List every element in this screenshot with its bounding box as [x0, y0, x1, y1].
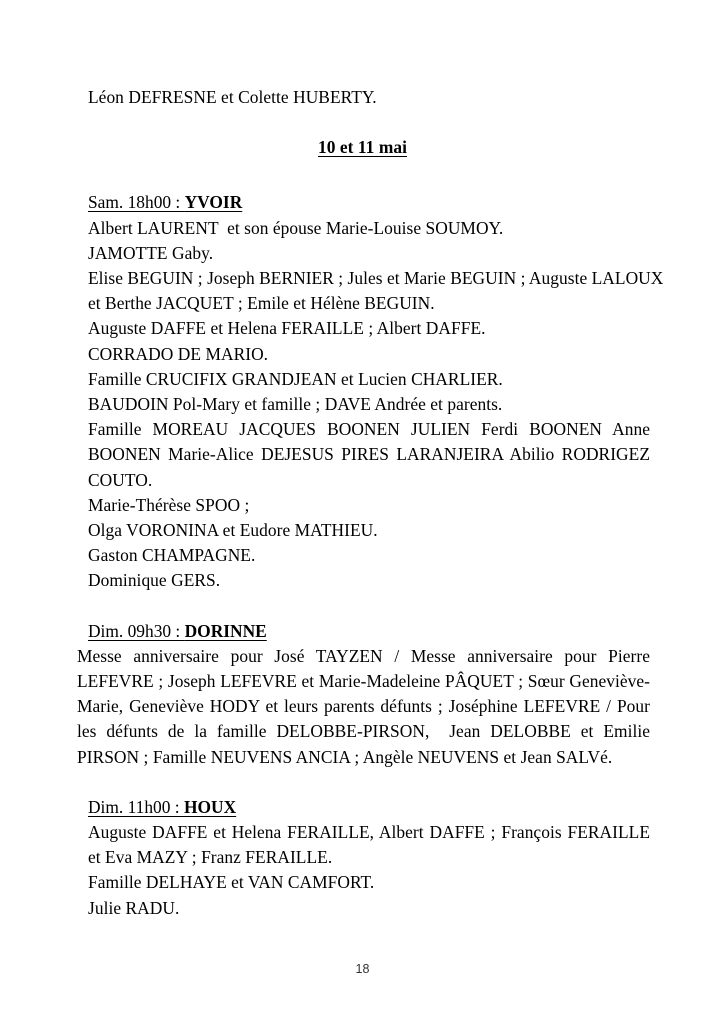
list-item: Elise BEGUIN ; Joseph BERNIER ; Jules et Marie BEGUIN ; Auguste LALOUX et Berthe JACQUET ; Emile et Hélène BEGUIN.: [88, 268, 668, 314]
spacer: [0, 160, 725, 190]
list-item: Auguste DAFFE et Helena FERAILLE ; Albert DAFFE.: [88, 318, 486, 339]
spacer: [0, 770, 725, 795]
service-time-yvoir: Sam. 18h00 :: [88, 192, 185, 213]
service-block-houx: [0, 795, 725, 921]
service-time-dorinne: Dim. 09h30 :: [88, 620, 185, 641]
intro-line: Léon DEFRESNE et Colette HUBERTY.: [88, 87, 377, 107]
spacer: [0, 110, 725, 135]
list-item: Olga VORONINA et Eudore MATHIEU.: [88, 520, 378, 541]
service-paragraph-houx: Auguste DAFFE et Helena FERAILLE, Albert DAFFE ; François FERAILLE et Eva MAZY ; Franz FERAILLE.: [88, 822, 655, 868]
service-time-houx: Dim. 11h00 :: [88, 796, 184, 817]
service-heading-houx: [88, 795, 725, 820]
list-item: Marie-Thérèse SPOO ;: [88, 494, 250, 515]
date-heading-text: 10 et 11 mai: [318, 137, 407, 158]
list-item: Albert LAURENT et son épouse Marie-Louise SOUMOY.: [88, 217, 504, 238]
service-place-houx: HOUX: [183, 796, 237, 817]
list-item: Dominique GERS.: [88, 570, 221, 591]
list-item: Julie RADU.: [88, 897, 180, 918]
service-heading-yvoir: [88, 190, 725, 215]
service-block-yvoir: [0, 190, 725, 593]
service-block-dorinne: [0, 619, 725, 770]
list-item: Famille CRUCIFIX GRANDJEAN et Lucien CHARLIER.: [88, 368, 503, 389]
service-paragraph-yvoir: Famille MOREAU JACQUES BOONEN JULIEN Ferdi BOONEN Anne BOONEN Marie-Alice DEJESUS PIRES LARANJEIRA Abilio RODRIGEZ COUTO.: [88, 419, 655, 490]
list-item: CORRADO DE MARIO.: [88, 343, 269, 364]
document-body: [0, 85, 725, 921]
page-number: 18: [355, 962, 370, 976]
service-place-dorinne: DORINNE: [184, 620, 267, 641]
spacer: [0, 594, 725, 619]
service-heading-dorinne: [88, 619, 725, 644]
list-item: BAUDOIN Pol-Mary et famille ; DAVE Andrée et parents.: [88, 394, 503, 415]
service-place-yvoir: YVOIR: [184, 192, 243, 213]
list-item: JAMOTTE Gaby.: [88, 242, 214, 263]
service-paragraph-dorinne: Messe anniversaire pour José TAYZEN / Messe anniversaire pour Pierre LEFEVRE ; Joseph LEFEVRE et Marie-Madeleine PÂQUET ; Sœur Geneviève-Marie, Geneviève HODY et leurs parents défunts ; Joséphine LEFEVRE / Pour les défunts de la famille DELOBBE-PIRSON, Jean DELOBBE et Emilie PIRSON ; Famille NEUVENS ANCIA ; Angèle NEUVENS et Jean SALVé.: [77, 645, 655, 767]
list-item: Gaston CHAMPAGNE.: [88, 545, 256, 566]
list-item: Famille DELHAYE et VAN CAMFORT.: [88, 872, 375, 893]
date-heading: [0, 135, 725, 160]
